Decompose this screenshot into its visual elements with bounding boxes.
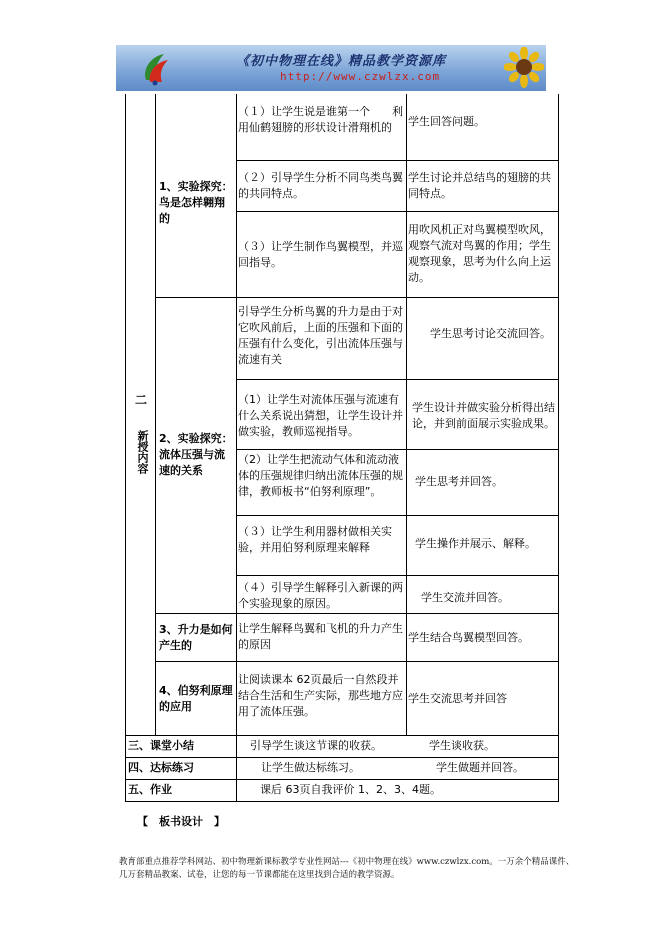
summary-label: 五、作业 — [128, 783, 172, 796]
student-activity: 学生交流思考并回答 — [408, 692, 507, 705]
student-activity: 学生讨论并总结鸟的翅膀的共同特点。 — [408, 171, 551, 200]
teacher-activity: （1）让学生对流体压强与流速有什么关系说出猜想，让学生设计并做实验，教师巡视指导。 — [238, 393, 403, 438]
summary-teacher: 课后 63页自我评价 1、2、3、4题。 — [260, 783, 441, 796]
teacher-activity: 让阅读课本 62页最后一自然段并结合生活和生产实际，那些地方应用了流体压强。 — [238, 673, 403, 718]
banner-title: 《初中物理在线》精品教学资源库 — [236, 54, 447, 69]
banner-url: http://www.czwlzx.com — [280, 70, 441, 83]
teacher-activity: （４）引导学生解释引入新课的两个实验现象的原因。 — [238, 581, 403, 610]
teacher-activity: 让学生解释鸟翼和飞机的升力产生的原因 — [238, 622, 403, 651]
teacher-activity: 引导学生分析鸟翼的升力是由于对它吹风前后，上面的压强和下面的压强有什么变化，引出流体压强与流速有关 — [238, 305, 403, 366]
student-activity: 学生结合鸟翼模型回答。 — [408, 631, 529, 644]
student-activity: 学生思考并回答。 — [415, 475, 503, 488]
student-activity: 用吹风机正对鸟翼模型吹风，观察气流对鸟翼的作用；学生观察现象，思考为什么向上运动。 — [408, 223, 551, 284]
student-activity: 学生回答问题。 — [408, 115, 485, 128]
summary-student: 学生做题并回答。 — [436, 761, 524, 774]
topic-cell: 2、实验探究：流体压强与流速的关系 — [159, 432, 233, 477]
summary-label: 三、课堂小结 — [128, 739, 194, 752]
sunflower-icon — [504, 47, 544, 91]
student-activity: 学生操作并展示、解释。 — [415, 537, 536, 550]
teacher-activity: （２）引导学生分析不同鸟类鸟翼的共同特点。 — [238, 171, 403, 200]
summary-teacher: 让学生做达标练习。 — [261, 761, 360, 774]
teacher-activity: （３）让学生利用器材做相关实验，并用伯努利原理来解释 — [238, 525, 392, 554]
teacher-activity: （2）让学生把流动气体和流动液体的压强规律归纳出流体压强的规律，教师板书“伯努利原理”。 — [238, 453, 403, 498]
footer-text: 教育部重点推荐学科网站、初中物理新课标教学专业性网站---《初中物理在线》www.czwlzx.com。一万余个精品课件、几万套精品教案、试卷，让您的每一节课都能在这里找到合适的教学资源。 — [119, 857, 575, 880]
topic-cell: 1、实验探究：鸟是怎样翱翔的 — [159, 180, 233, 225]
board-design-heading: 【 板书设计 】 — [137, 815, 225, 828]
summary-label: 四、达标练习 — [128, 761, 194, 774]
section-title: 新授内容 — [136, 430, 149, 474]
summary-student: 学生谈收获。 — [429, 739, 495, 752]
logo-icon — [138, 50, 172, 86]
topic-cell: 4、伯努利原理的应用 — [159, 684, 233, 713]
lesson-table — [125, 94, 559, 802]
student-activity: 学生思考讨论交流回答。 — [430, 327, 551, 340]
teacher-activity: （３）让学生制作鸟翼模型，并巡回指导。 — [238, 240, 403, 269]
teacher-activity: （１）让学生说是谁第一个 利用仙鹤翅膀的形状设计滑翔机的 — [238, 105, 403, 134]
section-number: 二 — [134, 393, 147, 407]
header-banner — [116, 45, 546, 91]
summary-teacher: 引导学生谈这节课的收获。 — [250, 739, 382, 752]
topic-cell: 3、升力是如何产生的 — [159, 623, 233, 652]
student-activity: 学生交流并回答。 — [421, 591, 509, 604]
student-activity: 学生设计并做实验分析得出结论，并到前面展示实验成果。 — [412, 401, 555, 430]
